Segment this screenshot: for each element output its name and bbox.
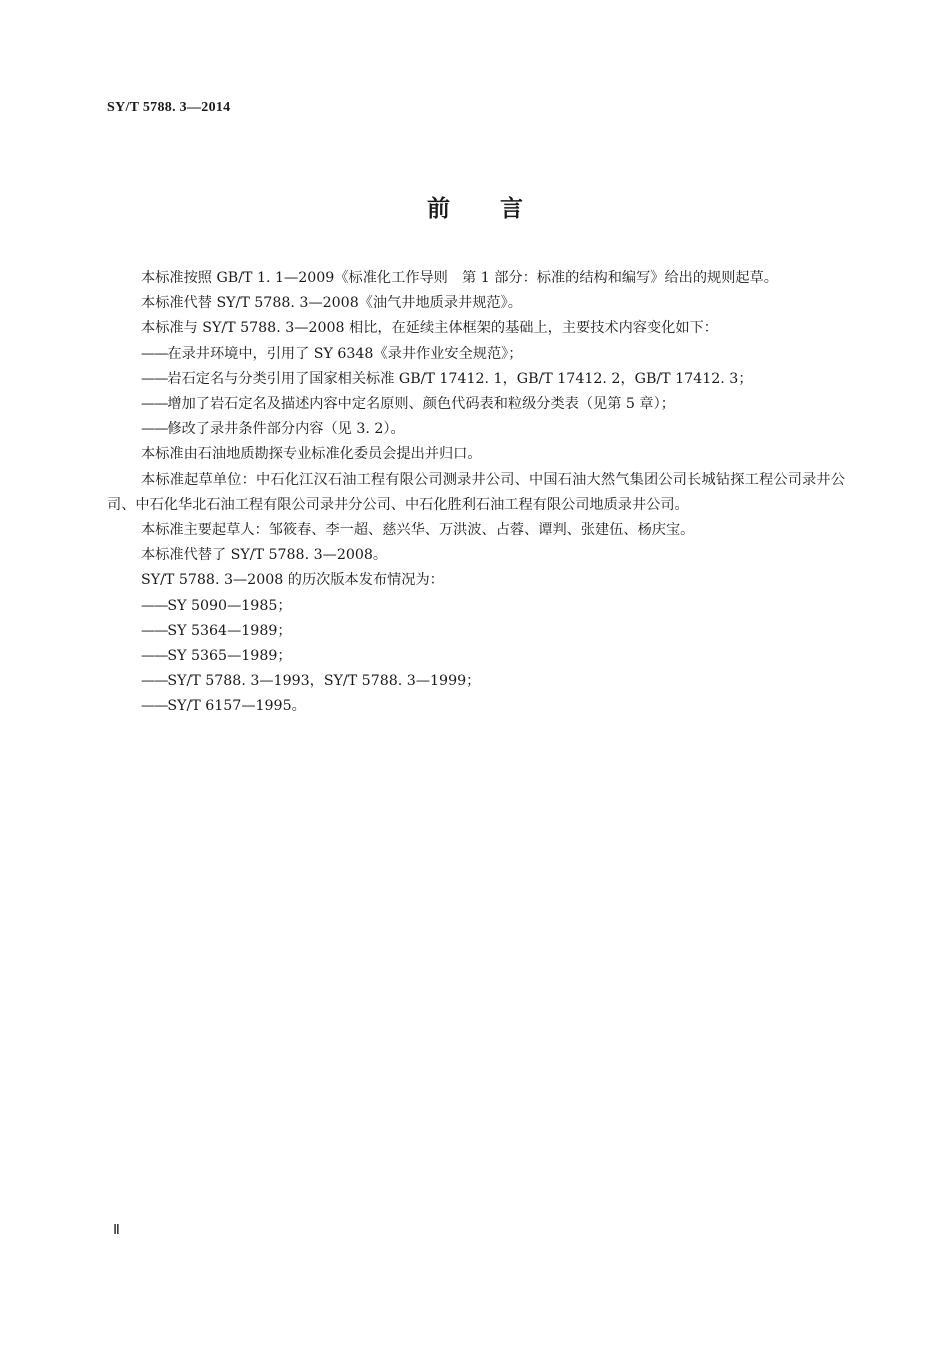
paragraph-replaces [107,291,845,316]
dash-mark: —— [141,673,168,690]
page-number: Ⅱ [113,1223,120,1238]
paragraph-text: 本标准主要起草人：邹筱春、李一超、慈兴华、万洪波、占蓉、谭判、张建伍、杨庆宝。 [141,522,695,539]
dash-mark: —— [141,396,168,413]
dash-mark: —— [141,648,168,665]
dash-mark: —— [141,345,168,362]
paragraph-changes-intro [107,316,845,341]
list-item-text: 修改了录井条件部分内容（见 3. 2）。 [167,421,405,438]
paragraph-text: SY/T 5788. 3—2008 的历次版本发布情况为： [141,572,444,589]
list-item-text: 岩石定名与分类引用了国家相关标准 GB/T 17412. 1，GB/T 17412. 2，GB/T 17412. 3； [167,370,753,387]
paragraph-drafting-rules [107,266,845,291]
paragraph-text: 本标准代替 SY/T 5788. 3—2008《油气井地质录井规范》。 [141,295,522,312]
dash-mark: —— [141,370,168,387]
dash-mark: —— [141,698,168,715]
list-item-text: SY/T 5788. 3—1993，SY/T 5788. 3—1999； [167,673,481,690]
list-item-text: SY 5364—1989； [167,622,292,639]
list-item-change [107,367,845,392]
list-item-text: SY 5090—1985； [167,597,292,614]
dash-mark: —— [141,597,168,614]
paragraph-text: 本标准由石油地质勘探专业标准化委员会提出并归口。 [141,446,482,463]
paragraph-drafting-units [107,468,845,518]
list-item-history [107,619,845,644]
list-item-change [107,392,845,417]
paragraph-text: 本标准与 SY/T 5788. 3—2008 相比，在延续主体框架的基础上，主要技术内容变化如下： [141,320,718,337]
list-item-text: 增加了岩石定名及描述内容中定名原则、颜色代码表和粒级分类表（见第 5 章）； [167,396,675,413]
list-item-history [107,644,845,669]
paragraph-replaced [107,543,845,568]
list-item-text: SY 5365—1989； [167,648,292,665]
dash-mark: —— [141,622,168,639]
paragraph-history-intro [107,568,845,593]
list-item-text: 在录井环境中，引用了 SY 6348《录井作业安全规范》； [167,345,523,362]
paragraph-text: 本标准起草单位：中石化江汉石油工程有限公司测录井公司、中国石油大然气集团公司长城钻探工程公司录井公司、中石化华北石油工程有限公司录井分公司、中石化胜利石油工程有限公司地质录井公司。 [107,471,845,513]
paragraph-text: 本标准代替了 SY/T 5788. 3—2008。 [141,547,388,564]
paragraph-proposer [107,442,845,467]
paragraph-drafters [107,518,845,543]
list-item-text: SY/T 6157—1995。 [167,698,306,715]
document-code: SY/T 5788. 3—2014 [107,100,231,115]
dash-mark: —— [141,421,168,438]
foreword-body [107,266,845,720]
paragraph-text: 本标准按照 GB/T 1. 1—2009《标准化工作导则 第 1 部分：标准的结构和编写》给出的规则起草。 [141,270,778,286]
list-item-history [107,694,845,719]
list-item-change [107,342,845,367]
list-item-change [107,417,845,442]
list-item-history [107,669,845,694]
page-title: 前言 [427,196,573,222]
list-item-history [107,594,845,619]
